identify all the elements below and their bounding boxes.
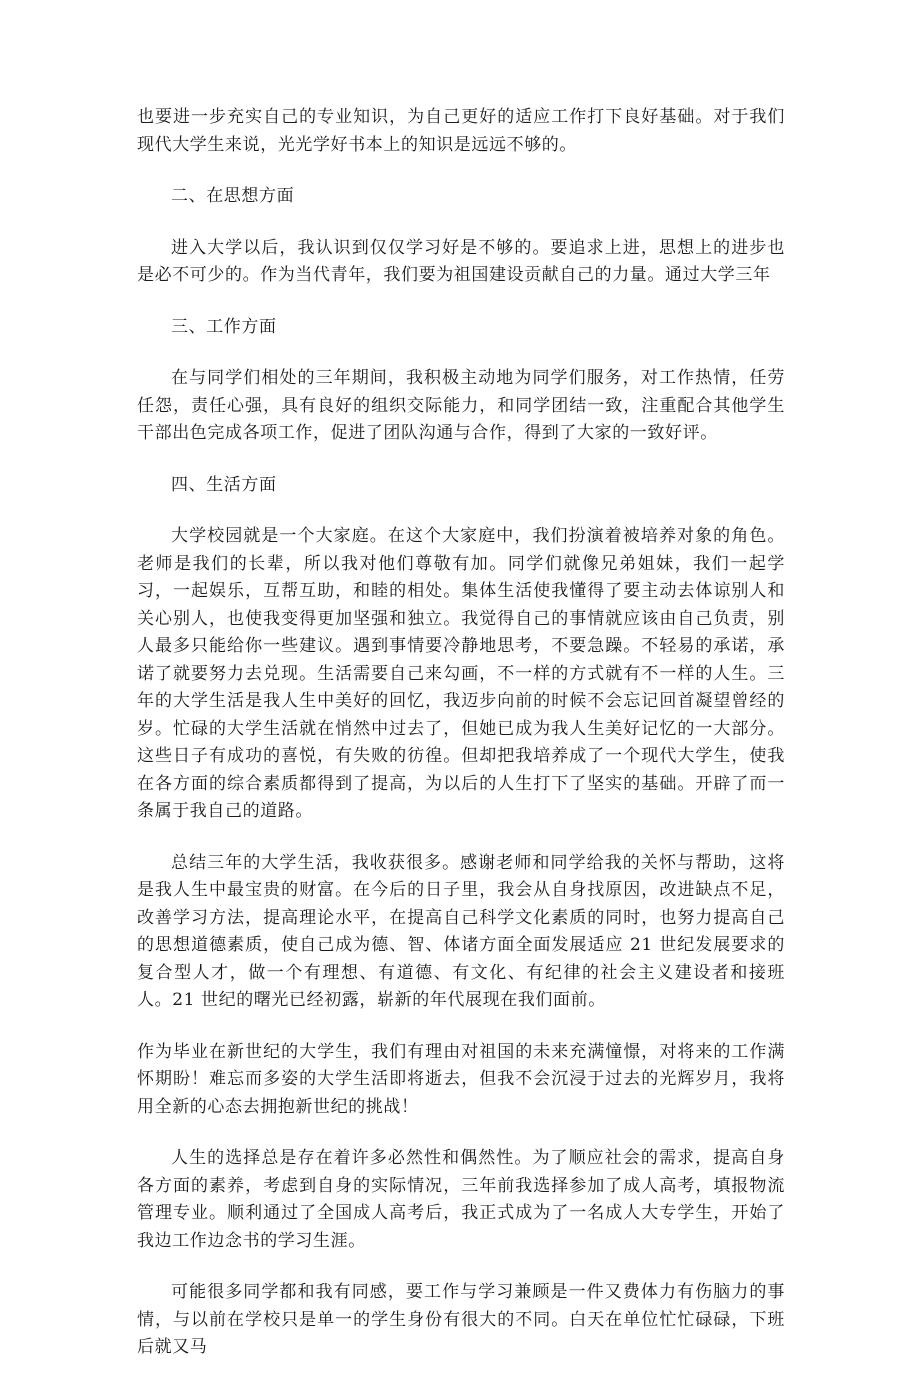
paragraph-work: 在与同学们相处的三年期间，我积极主动地为同学们服务，对工作热情，任劳任怨，责任心强，具有良好的组织交际能力，和同学团结一致，注重配合其他学生干部出色完成各项工作，促进了团队沟通与合作，得到了大家的一致好评。 <box>137 368 785 443</box>
document-body <box>137 104 785 1386</box>
section-heading-work: 三、工作方面 <box>171 316 277 337</box>
paragraph-thought: 进入大学以后，我认识到仅仅学习好是不够的。要追求上进，思想上的进步也是必不可少的。作为当代青年，我们要为祖国建设贡献自己的力量。通过大学三年 <box>137 237 785 285</box>
section-heading-life: 四、生活方面 <box>171 474 277 495</box>
section-heading-thought: 二、在思想方面 <box>171 186 295 206</box>
paragraph-summary: 总结三年的大学生活，我收获很多。感谢老师和同学给我的关怀与帮助，这将是我人生中最宝贵的财富。在今后的日子里，我会从自身找原因，改进缺点不足，改善学习方法，提高理论水平，在提高自己科学文化素质的同时，也努力提高自己的思想道德素质，使自己成为德、智、体诸方面全面发展适应 21 世纪发展要求的复合型人才，做一个有理想、有道德、有文化、有纪律的社会主义建设者和接班人。21 世纪的曙光已经初露，崭新的年代展现在我们面前。 <box>137 852 785 1010</box>
paragraph-life-choice: 人生的选择总是存在着许多必然性和偶然性。为了顺应社会的需求，提高自身各方面的素养，考虑到自身的实际情况，三年前我选择参加了成人高考，填报物流管理专业。顺利通过了全国成人高考后，我正式成为了一名成人大专学生，开始了我边工作边念书的学习生涯。 <box>137 1148 785 1251</box>
paragraph-new-century: 作为毕业在新世纪的大学生，我们有理由对祖国的未来充满憧憬，对将来的工作满怀期盼！难忘而多姿的大学生活即将逝去，但我不会沉浸于过去的光辉岁月，我将用全新的心态去拥抱新世纪的挑战！ <box>137 1041 785 1117</box>
paragraph-work-study: 可能很多同学都和我有同感，要工作与学习兼顾是一件又费体力有伤脑力的事情，与以前在学校只是单一的学生身份有很大的不同。白天在单位忙忙碌碌，下班后就又马 <box>137 1282 785 1357</box>
paragraph-intro-continued: 也要进一步充实自己的专业知识，为自己更好的适应工作打下良好基础。对于我们现代大学生来说，光光学好书本上的知识是远远不够的。 <box>137 107 785 155</box>
paragraph-life: 大学校园就是一个大家庭。在这个大家庭中，我们扮演着被培养对象的角色。老师是我们的长辈，所以我对他们尊敬有加。同学们就像兄弟姐妹，我们一起学习，一起娱乐，互帮互助，和睦的相处。集体生活使我懂得了要主动去体谅别人和关心别人，也使我变得更加坚强和独立。我觉得自己的事情就应该由自己负责，别人最多只能给你一些建议。遇到事情要冷静地思考，不要急躁。不轻易的承诺，承诺了就要努力去兑现。生活需要自己来勾画，不一样的方式就有不一样的人生。三年的大学生活是我人生中美好的回忆，我迈步向前的时候不会忘记回首凝望曾经的岁。忙碌的大学生活就在悄然中过去了，但她已成为我人生美好记忆的一大部分。这些日子有成功的喜悦，有失败的彷徨。但却把我培养成了一个现代大学生，使我在各方面的综合素质都得到了提高，为以后的人生打下了坚实的基础。开辟了而一条属于我自己的道路。 <box>137 526 785 821</box>
